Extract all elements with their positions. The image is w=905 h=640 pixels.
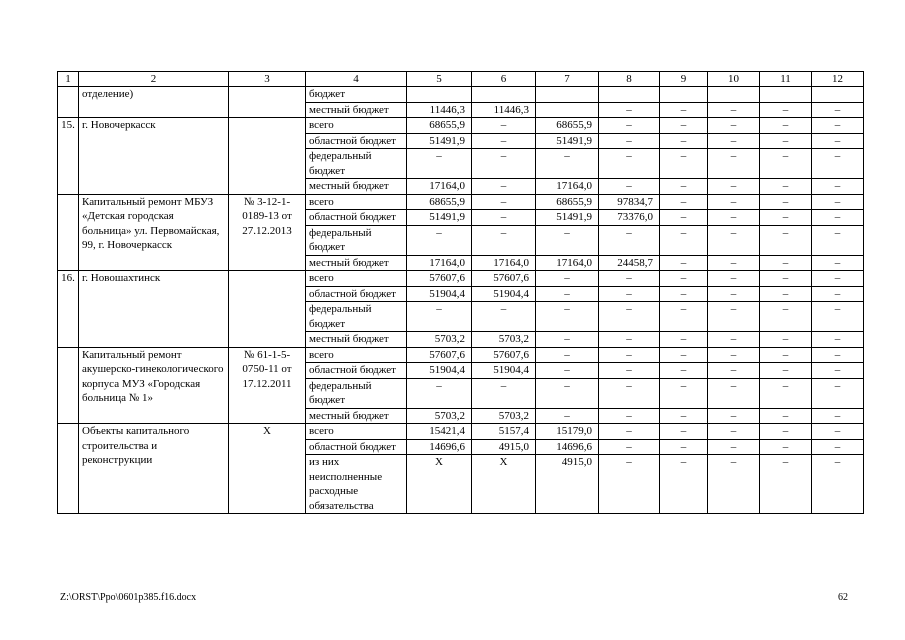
row-number — [58, 424, 79, 514]
value-cell: – — [812, 194, 864, 210]
value-cell: – — [599, 408, 660, 424]
value-cell: – — [599, 455, 660, 514]
row-number: 16. — [58, 271, 79, 348]
value-cell: – — [760, 149, 812, 179]
value-cell: 57607,6 — [472, 271, 536, 287]
value-cell: – — [472, 302, 536, 332]
value-cell: 57607,6 — [407, 271, 472, 287]
value-cell: 17164,0 — [536, 255, 599, 271]
value-cell: – — [708, 133, 760, 149]
value-cell: 11446,3 — [407, 102, 472, 118]
object-name: г. Новошахтинск — [79, 271, 229, 348]
budget-table — [57, 71, 864, 514]
value-cell: 51491,9 — [407, 210, 472, 226]
value-cell: – — [812, 133, 864, 149]
value-cell: – — [812, 363, 864, 379]
header-cell: 7 — [536, 72, 599, 87]
value-cell: 68655,9 — [536, 194, 599, 210]
value-cell: – — [708, 347, 760, 363]
value-cell: – — [660, 179, 708, 195]
value-cell: – — [660, 118, 708, 134]
value-cell: – — [660, 149, 708, 179]
header-row — [58, 72, 864, 87]
value-cell: 57607,6 — [472, 347, 536, 363]
value-cell: – — [472, 210, 536, 226]
value-cell: – — [708, 378, 760, 408]
value-cell: – — [708, 363, 760, 379]
value-cell: – — [812, 210, 864, 226]
value-cell: – — [812, 271, 864, 287]
value-cell: – — [407, 149, 472, 179]
value-cell: – — [708, 179, 760, 195]
document-ref — [229, 118, 306, 195]
value-cell: – — [708, 225, 760, 255]
funding-source: всего — [306, 347, 407, 363]
value-cell: – — [536, 225, 599, 255]
value-cell: – — [536, 332, 599, 348]
value-cell: – — [812, 424, 864, 440]
value-cell: – — [599, 302, 660, 332]
funding-source: областной бюджет — [306, 439, 407, 455]
value-cell: – — [599, 271, 660, 287]
value-cell: 5703,2 — [472, 408, 536, 424]
value-cell: – — [760, 255, 812, 271]
value-cell — [708, 87, 760, 103]
value-cell: – — [660, 194, 708, 210]
value-cell: – — [812, 302, 864, 332]
value-cell: 51491,9 — [407, 133, 472, 149]
funding-source: федеральный бюджет — [306, 302, 407, 332]
value-cell: – — [660, 332, 708, 348]
funding-source: федеральный бюджет — [306, 225, 407, 255]
value-cell: – — [660, 455, 708, 514]
value-cell: – — [660, 378, 708, 408]
table-row — [58, 118, 864, 134]
value-cell: – — [660, 363, 708, 379]
funding-source: из них неисполненные расходные обязательства — [306, 455, 407, 514]
value-cell: – — [407, 302, 472, 332]
header-cell: 3 — [229, 72, 306, 87]
value-cell: – — [760, 271, 812, 287]
value-cell: 68655,9 — [407, 194, 472, 210]
value-cell: – — [599, 149, 660, 179]
funding-source: местный бюджет — [306, 179, 407, 195]
value-cell: – — [660, 286, 708, 302]
value-cell: – — [812, 455, 864, 514]
value-cell: – — [660, 133, 708, 149]
object-name: отделение) — [79, 87, 229, 118]
value-cell — [812, 87, 864, 103]
value-cell: – — [536, 149, 599, 179]
header-cell: 5 — [407, 72, 472, 87]
value-cell — [660, 87, 708, 103]
funding-source: всего — [306, 194, 407, 210]
value-cell: 17164,0 — [407, 179, 472, 195]
table-row — [58, 87, 864, 103]
document-ref: № 3-12-1-0189-13 от 27.12.2013 — [229, 194, 306, 271]
header-cell: 8 — [599, 72, 660, 87]
value-cell: – — [660, 225, 708, 255]
value-cell: – — [760, 455, 812, 514]
funding-source: всего — [306, 271, 407, 287]
funding-source: местный бюджет — [306, 102, 407, 118]
value-cell: – — [599, 332, 660, 348]
value-cell: 51904,4 — [407, 286, 472, 302]
header-cell: 11 — [760, 72, 812, 87]
funding-source: местный бюджет — [306, 408, 407, 424]
value-cell: – — [536, 378, 599, 408]
document-ref: Х — [229, 424, 306, 514]
value-cell: – — [812, 118, 864, 134]
row-number: 15. — [58, 118, 79, 195]
object-name: Объекты капитального строительства и реконструкции — [79, 424, 229, 514]
value-cell: 15421,4 — [407, 424, 472, 440]
value-cell: – — [708, 332, 760, 348]
page-number: 62 — [838, 592, 848, 603]
value-cell: – — [760, 179, 812, 195]
value-cell: – — [407, 225, 472, 255]
value-cell — [536, 102, 599, 118]
funding-source: бюджет — [306, 87, 407, 103]
funding-source: федеральный бюджет — [306, 378, 407, 408]
value-cell: – — [812, 347, 864, 363]
value-cell: – — [760, 210, 812, 226]
value-cell: – — [760, 332, 812, 348]
object-name: Капитальный ремонт МБУЗ «Детская городская больница» ул. Первомайская, 99, г. Новочеркасск — [79, 194, 229, 271]
value-cell: – — [812, 149, 864, 179]
value-cell: – — [660, 302, 708, 332]
value-cell: – — [708, 210, 760, 226]
value-cell: 51904,4 — [472, 286, 536, 302]
value-cell: – — [599, 225, 660, 255]
value-cell: – — [812, 102, 864, 118]
value-cell: – — [599, 439, 660, 455]
value-cell: 97834,7 — [599, 194, 660, 210]
header-cell: 10 — [708, 72, 760, 87]
value-cell: 11446,3 — [472, 102, 536, 118]
value-cell: 24458,7 — [599, 255, 660, 271]
value-cell: – — [708, 102, 760, 118]
value-cell: – — [812, 255, 864, 271]
value-cell: – — [599, 424, 660, 440]
value-cell: 57607,6 — [407, 347, 472, 363]
value-cell: – — [407, 378, 472, 408]
value-cell — [760, 87, 812, 103]
value-cell: – — [708, 424, 760, 440]
object-name: Капитальный ремонт акушерско-гинекологического корпуса МУЗ «Городская больница № 1» — [79, 347, 229, 424]
value-cell: 4915,0 — [536, 455, 599, 514]
funding-source: областной бюджет — [306, 286, 407, 302]
value-cell: – — [708, 149, 760, 179]
funding-source: областной бюджет — [306, 363, 407, 379]
value-cell: 14696,6 — [536, 439, 599, 455]
value-cell: – — [760, 439, 812, 455]
row-number — [58, 194, 79, 271]
funding-source: областной бюджет — [306, 133, 407, 149]
value-cell: – — [536, 302, 599, 332]
value-cell: – — [760, 378, 812, 408]
value-cell: – — [708, 439, 760, 455]
value-cell: – — [599, 347, 660, 363]
funding-source: всего — [306, 118, 407, 134]
value-cell: 17164,0 — [407, 255, 472, 271]
document-ref — [229, 271, 306, 348]
value-cell — [407, 87, 472, 103]
value-cell: – — [472, 378, 536, 408]
value-cell: Х — [407, 455, 472, 514]
value-cell: 15179,0 — [536, 424, 599, 440]
value-cell: – — [812, 378, 864, 408]
value-cell: Х — [472, 455, 536, 514]
header-cell: 9 — [660, 72, 708, 87]
value-cell: – — [760, 194, 812, 210]
value-cell: – — [536, 347, 599, 363]
value-cell: – — [760, 302, 812, 332]
object-name: г. Новочеркасск — [79, 118, 229, 195]
value-cell: – — [472, 179, 536, 195]
value-cell: – — [599, 133, 660, 149]
value-cell: – — [812, 179, 864, 195]
document-ref: № 61-1-5-0750-11 от 17.12.2011 — [229, 347, 306, 424]
value-cell: – — [472, 118, 536, 134]
value-cell: – — [472, 225, 536, 255]
value-cell: – — [660, 255, 708, 271]
value-cell: – — [760, 133, 812, 149]
value-cell: – — [760, 118, 812, 134]
value-cell: 5157,4 — [472, 424, 536, 440]
value-cell: – — [708, 408, 760, 424]
value-cell: – — [760, 363, 812, 379]
header-cell: 4 — [306, 72, 407, 87]
value-cell: – — [708, 302, 760, 332]
value-cell: – — [472, 149, 536, 179]
value-cell: – — [660, 210, 708, 226]
value-cell: – — [536, 408, 599, 424]
value-cell: – — [708, 455, 760, 514]
value-cell: – — [812, 225, 864, 255]
value-cell: 51904,4 — [407, 363, 472, 379]
header-cell: 1 — [58, 72, 79, 87]
value-cell: 68655,9 — [407, 118, 472, 134]
value-cell: – — [708, 255, 760, 271]
value-cell: 4915,0 — [472, 439, 536, 455]
row-number — [58, 87, 79, 118]
row-number — [58, 347, 79, 424]
value-cell: 68655,9 — [536, 118, 599, 134]
value-cell: – — [599, 118, 660, 134]
value-cell: 5703,2 — [472, 332, 536, 348]
value-cell: – — [660, 102, 708, 118]
value-cell: 17164,0 — [472, 255, 536, 271]
value-cell: – — [760, 408, 812, 424]
value-cell: – — [472, 194, 536, 210]
header-cell: 6 — [472, 72, 536, 87]
header-cell: 2 — [79, 72, 229, 87]
table-row — [58, 194, 864, 210]
value-cell: – — [812, 332, 864, 348]
header-cell: 12 — [812, 72, 864, 87]
funding-source: местный бюджет — [306, 255, 407, 271]
value-cell: – — [812, 408, 864, 424]
value-cell: – — [760, 225, 812, 255]
value-cell: 14696,6 — [407, 439, 472, 455]
value-cell: 17164,0 — [536, 179, 599, 195]
value-cell: 5703,2 — [407, 332, 472, 348]
value-cell: – — [812, 439, 864, 455]
value-cell: 73376,0 — [599, 210, 660, 226]
table-row — [58, 347, 864, 363]
value-cell: 51491,9 — [536, 210, 599, 226]
table-row — [58, 424, 864, 440]
value-cell: – — [812, 286, 864, 302]
value-cell: – — [660, 408, 708, 424]
value-cell: – — [660, 347, 708, 363]
funding-source: всего — [306, 424, 407, 440]
value-cell: – — [760, 102, 812, 118]
value-cell: – — [708, 286, 760, 302]
value-cell: – — [472, 133, 536, 149]
value-cell: – — [660, 424, 708, 440]
value-cell: – — [536, 286, 599, 302]
value-cell: – — [599, 363, 660, 379]
document-ref — [229, 87, 306, 118]
value-cell — [472, 87, 536, 103]
table-row — [58, 271, 864, 287]
value-cell: – — [599, 179, 660, 195]
value-cell: – — [760, 347, 812, 363]
value-cell: – — [760, 286, 812, 302]
funding-source: местный бюджет — [306, 332, 407, 348]
value-cell: – — [599, 102, 660, 118]
value-cell — [536, 87, 599, 103]
value-cell: 5703,2 — [407, 408, 472, 424]
value-cell: 51491,9 — [536, 133, 599, 149]
funding-source: федеральный бюджет — [306, 149, 407, 179]
value-cell: – — [760, 424, 812, 440]
value-cell: – — [660, 439, 708, 455]
value-cell: – — [660, 271, 708, 287]
value-cell: – — [536, 271, 599, 287]
value-cell: – — [536, 363, 599, 379]
value-cell: – — [708, 271, 760, 287]
value-cell: – — [708, 118, 760, 134]
value-cell — [599, 87, 660, 103]
value-cell: – — [708, 194, 760, 210]
file-path: Z:\ORST\Ppo\0601p385.f16.docx — [60, 592, 197, 603]
value-cell: – — [599, 378, 660, 408]
value-cell: – — [599, 286, 660, 302]
value-cell: 51904,4 — [472, 363, 536, 379]
funding-source: областной бюджет — [306, 210, 407, 226]
